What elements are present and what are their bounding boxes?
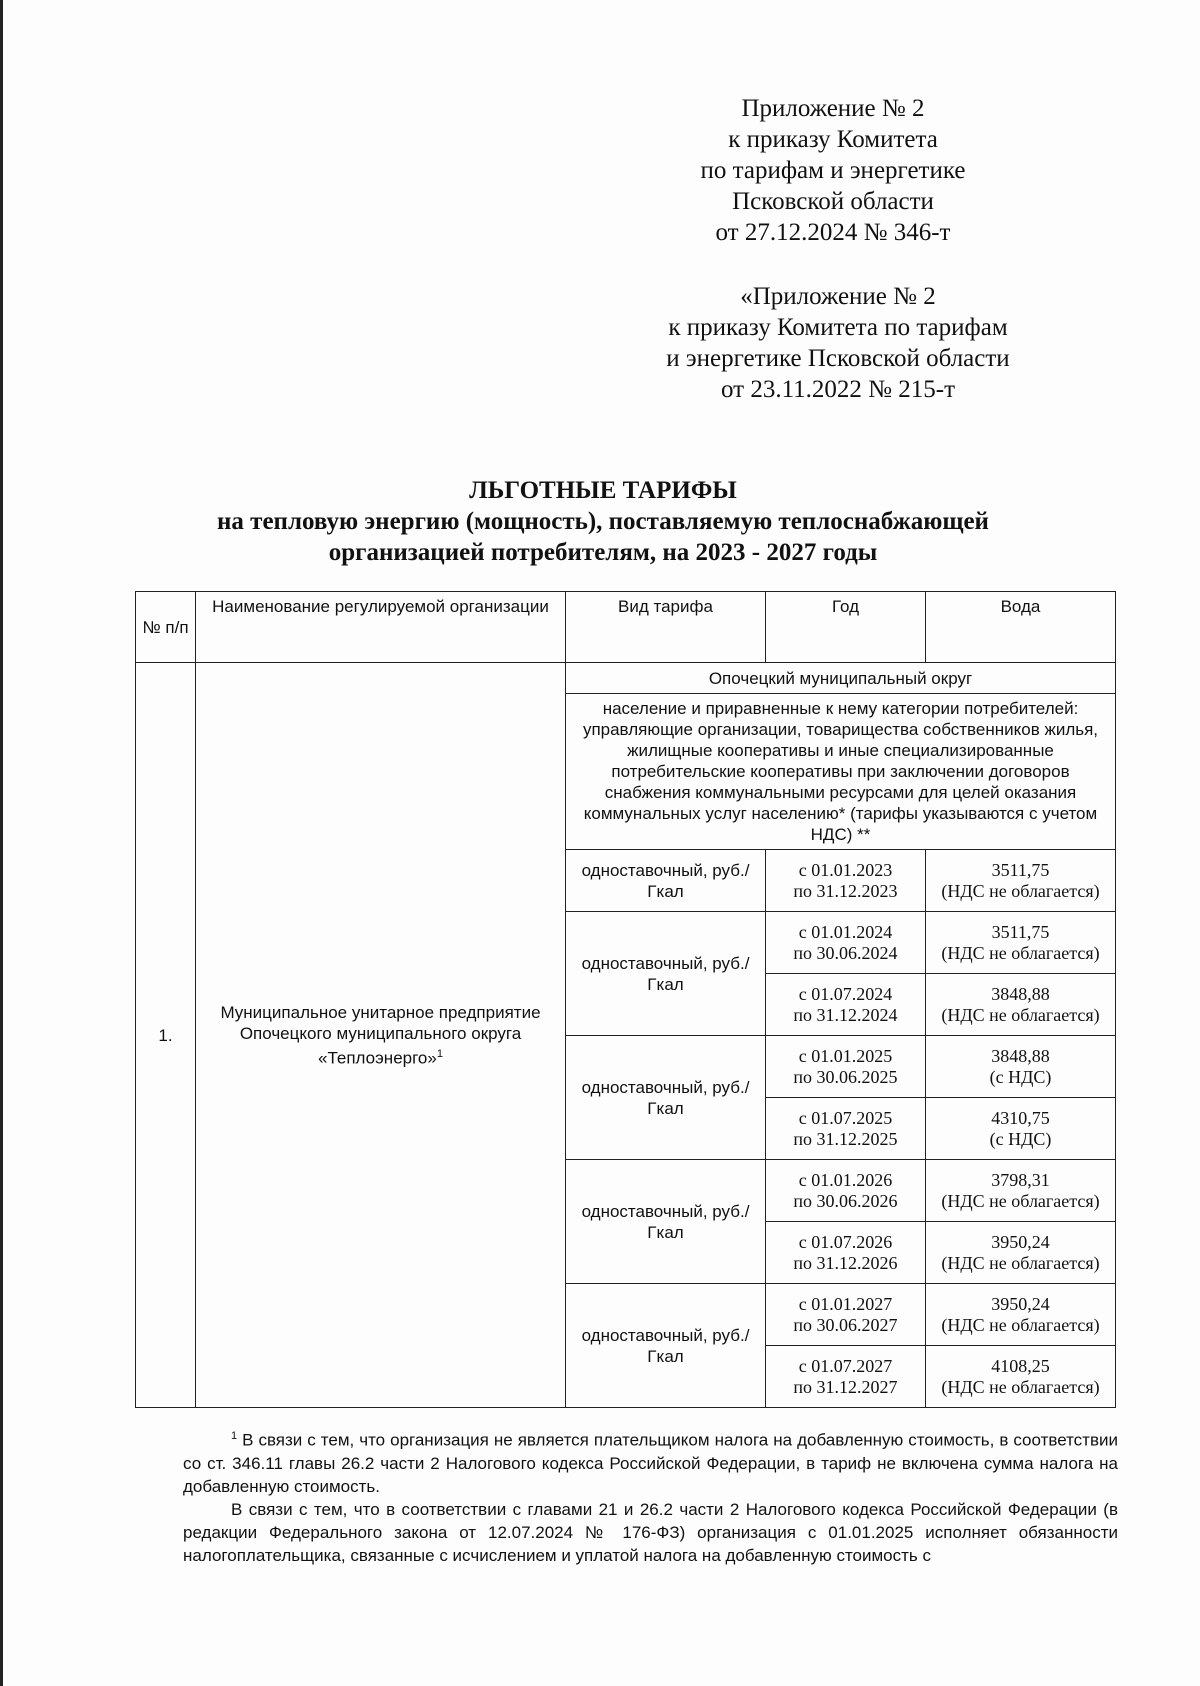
appendix-previous-line: от 23.11.2022 № 215-т [720, 376, 956, 403]
appendix-previous-line: к приказу Комитета по тарифам [668, 314, 1008, 341]
appendix-current-line: по тарифам и энергетике [700, 157, 966, 184]
price-value: 3798,31 [991, 1169, 1050, 1190]
vat-note: (НДС не облагается) [941, 880, 1100, 901]
period-to: по 31.12.2027 [793, 1376, 898, 1397]
period-cell [766, 850, 926, 912]
vat-note: (НДС не облагается) [941, 942, 1100, 963]
period-from: с 01.01.2027 [798, 1293, 893, 1314]
vat-note: (НДС не облагается) [941, 1314, 1100, 1335]
period-cell [766, 974, 926, 1036]
footnotes [183, 1425, 1118, 1567]
period-cell [766, 1036, 926, 1098]
period-to: по 31.12.2024 [793, 1004, 898, 1025]
appendix-previous [633, 281, 1043, 405]
table-row [136, 663, 1116, 694]
footnote-2: В связи с тем, что в соответствии с главами 21 и 26.2 части 2 Налогового кодекса Российской Федерации (в редакции Федерального закона от 12.07.2024 № 176-ФЗ) организация с 01.01.2025 исполняет обязанности налогоплательщика, связанные с исчислением и уплатой налога на добавленную стоимость с [183, 1499, 1118, 1565]
price-value: 4108,25 [991, 1355, 1050, 1376]
district-cell: Опочецкий муниципальный округ [566, 663, 1116, 694]
header-water: Вода [926, 592, 1116, 663]
organization-name: Муниципальное унитарное предприятие Опочецкого муниципального округа «Теплоэнерго» [220, 1002, 541, 1068]
footnote-1-text: В связи с тем, что организация не является плательщиком налога на добавленную стоимость, в соответствии со ст. 346.11 главы 26.2 части 2 Налогового кодекса Российской Федерации, в тариф не включена сумма налога на добавленную стоимость. [183, 1430, 1118, 1496]
appendix-current-line: к приказу Комитета [728, 126, 938, 153]
header-tariff-type: Вид тарифа [566, 592, 766, 663]
price-cell [926, 1098, 1116, 1160]
period-from: с 01.07.2026 [798, 1231, 893, 1252]
vat-note: (НДС не облагается) [941, 1190, 1100, 1211]
vat-note: (с НДС) [989, 1066, 1052, 1087]
period-cell [766, 1222, 926, 1284]
price-cell [926, 1036, 1116, 1098]
price-value: 3950,24 [991, 1293, 1050, 1314]
price-cell [926, 1222, 1116, 1284]
appendix-previous-line: «Приложение № 2 [740, 283, 936, 310]
appendix-current-line: от 27.12.2024 № 346-т [715, 219, 951, 246]
header-num: № п/п [136, 592, 196, 663]
header-year: Год [766, 592, 926, 663]
period-to: по 31.12.2026 [793, 1252, 898, 1273]
price-value: 3950,24 [991, 1231, 1050, 1252]
period-from: с 01.07.2027 [798, 1355, 893, 1376]
period-to: по 30.06.2026 [793, 1190, 898, 1211]
period-cell [766, 1284, 926, 1346]
title-line: организацией потребителям, на 2023 - 2027 годы [328, 539, 878, 566]
appendix-current [663, 93, 1003, 248]
tariff-table [135, 591, 1116, 1408]
organization-cell [196, 663, 566, 1408]
vat-note: (НДС не облагается) [941, 1252, 1100, 1273]
price-value: 3511,75 [991, 859, 1050, 880]
appendix-previous-line: и энергетике Псковской области [666, 345, 1010, 372]
period-to: по 31.12.2025 [793, 1128, 898, 1149]
period-cell [766, 912, 926, 974]
organization-footnote-mark: 1 [436, 1047, 443, 1060]
price-cell [926, 912, 1116, 974]
tariff-type-cell: одноставочный, руб./Гкал [566, 850, 766, 912]
price-cell [926, 1160, 1116, 1222]
appendix-current-line: Приложение № 2 [741, 95, 925, 122]
tariff-table-wrapper [135, 591, 1115, 1408]
period-from: с 01.01.2024 [798, 921, 893, 942]
period-to: по 31.12.2023 [793, 880, 898, 901]
tariff-type-cell: одноставочный, руб./Гкал [566, 912, 766, 1036]
period-to: по 30.06.2024 [793, 942, 898, 963]
period-to: по 30.06.2025 [793, 1066, 898, 1087]
row-number: 1. [136, 663, 196, 1408]
footnote-1-mark: 1 [231, 1430, 238, 1442]
period-from: с 01.01.2023 [798, 859, 893, 880]
footnote-1 [183, 1425, 1118, 1498]
period-from: с 01.01.2026 [798, 1169, 893, 1190]
price-cell [926, 1284, 1116, 1346]
title-line: ЛЬГОТНЫЕ ТАРИФЫ [469, 477, 737, 504]
header-org: Наименование регулируемой организации [196, 592, 566, 663]
period-cell [766, 1098, 926, 1160]
period-from: с 01.01.2025 [798, 1045, 893, 1066]
period-from: с 01.07.2025 [798, 1107, 893, 1128]
consumer-category-cell: население и приравненные к нему категории потребителей: управляющие организации, товарищества собственников жилья, жилищные кооперативы и иные специализированные потребительские кооперативы при заключении договоров снабжения коммунальными ресурсами для целей оказания коммунальных услуг населению* (тарифы указываются с учетом НДС) ** [566, 694, 1116, 850]
vat-note: (с НДС) [989, 1128, 1052, 1149]
price-value: 3848,88 [991, 1045, 1050, 1066]
price-value: 3848,88 [991, 983, 1050, 1004]
price-value: 3511,75 [991, 921, 1050, 942]
document-title [143, 475, 1063, 568]
title-line: на тепловую энергию (мощность), поставляемую теплоснабжающей [217, 508, 989, 535]
table-header-row [136, 592, 1116, 663]
period-to: по 30.06.2027 [793, 1314, 898, 1335]
price-value: 4310,75 [991, 1107, 1050, 1128]
appendix-current-line: Псковской области [732, 188, 934, 215]
tariff-type-cell: одноставочный, руб./Гкал [566, 1284, 766, 1408]
price-cell [926, 850, 1116, 912]
price-cell [926, 1346, 1116, 1408]
vat-note: (НДС не облагается) [941, 1376, 1100, 1397]
period-cell [766, 1346, 926, 1408]
period-cell [766, 1160, 926, 1222]
price-cell [926, 974, 1116, 1036]
tariff-type-cell: одноставочный, руб./Гкал [566, 1036, 766, 1160]
period-from: с 01.07.2024 [798, 983, 893, 1004]
vat-note: (НДС не облагается) [941, 1004, 1100, 1025]
tariff-type-cell: одноставочный, руб./Гкал [566, 1160, 766, 1284]
